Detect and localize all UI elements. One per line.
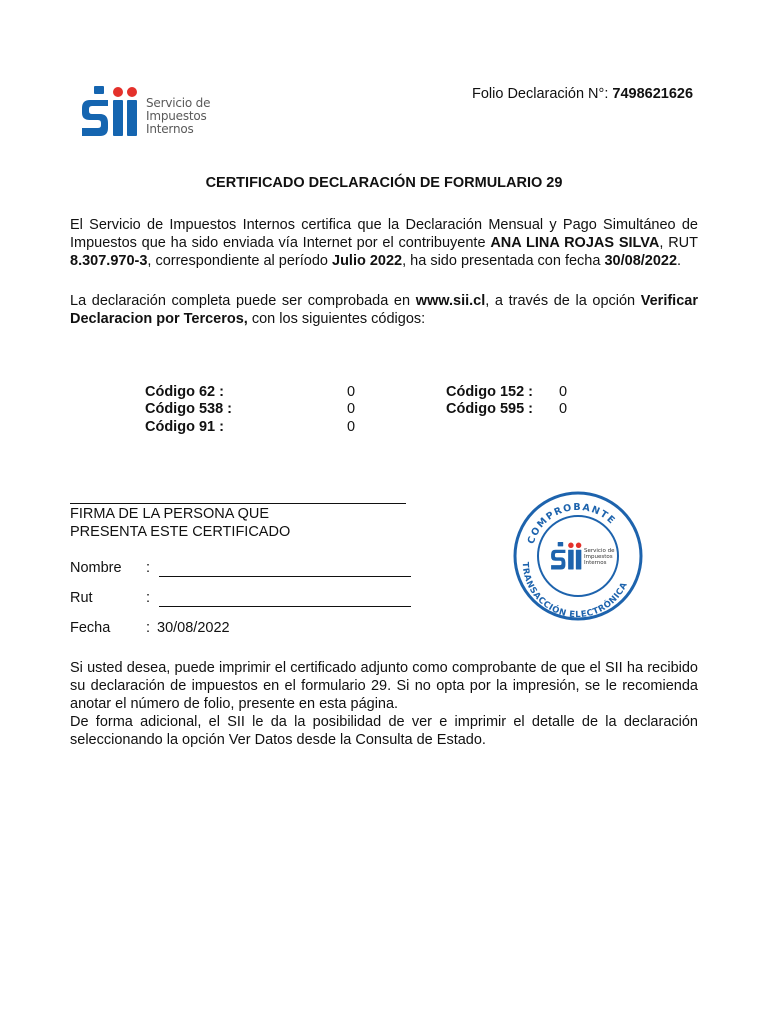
field-label-rut: Rut [70,590,93,606]
svg-text:TRANSACCIÓN ELECTRÓNICA [520,562,630,620]
fecha-value: 30/08/2022 [157,620,230,636]
intro-text-2: , RUT [659,235,698,251]
field-colon: : [146,590,151,606]
verify-option: Verificar Declaracion por Terceros, [70,293,698,327]
code-value: 0 [559,401,568,417]
intro-text-3: , correspondiente al período [147,253,332,269]
folio-label: Folio Declaración N°: [472,86,613,102]
taxpayer-rut: 8.307.970-3 [70,253,148,269]
intro-text-4: , ha sido presentada con fecha [402,253,605,269]
declaration-period: Julio 2022 [332,253,403,269]
sii-website: www.sii.cl [415,293,486,309]
field-label-fecha: Fecha [70,620,111,636]
code-label: Código 595 : [446,401,534,417]
field-label-nombre: Nombre [70,560,122,576]
field-colon: : [146,620,151,636]
logo-line-2: Impuestos [146,109,207,123]
closing-paragraphs [70,659,698,749]
svg-text:COMPROBANTE [526,502,618,546]
nombre-blank-line [159,562,411,577]
intro-text-1: El Servicio de Impuestos Internos certifica que la Declaración Mensual y Pago Simultáneo de Impuestos que ha sido enviada vía Internet por el contribuyente [70,217,698,251]
signature-caption-line-2: PRESENTA ESTE CERTIFICADO [70,524,291,540]
signature-caption-line-1: FIRMA DE LA PERSONA QUE [70,506,270,522]
verify-text-3: con los siguientes códigos: [247,311,426,327]
stamp-top-text: COMPROBANTE [525,501,618,546]
verify-text-2: , a través de la opción [485,293,641,309]
signature-caption [70,505,290,541]
sii-logo [80,86,220,140]
sii-logo-icon [80,86,144,140]
stamp-sii-icon [551,542,581,570]
document-title: CERTIFICADO DECLARACIÓN DE FORMULARIO 29 [205,175,563,191]
stamp-inner-line-2: Impuestos [584,554,613,560]
stamp-inner-line-1: Servicio de [584,548,615,554]
code-value: 0 [347,401,356,417]
declaration-date: 30/08/2022 [604,253,678,269]
code-value: 0 [559,384,568,400]
code-label: Código 91 : [145,419,224,435]
verify-paragraph [70,292,698,328]
code-label: Código 538 : [145,401,233,417]
logo-line-3: Internos [146,122,194,136]
verify-text-1: La declaración completa puede ser comprobada en [70,293,416,309]
stamp-seal-icon [512,490,644,622]
stamp-bottom-text: TRANSACCIÓN ELECTRÓNICA [519,561,630,621]
taxpayer-name: ANA LINA ROJAS SILVA [490,235,660,251]
rut-blank-line [159,592,411,607]
comprobante-stamp [512,490,644,622]
folio-number: 7498621626 [612,86,694,102]
stamp-inner-line-3: Internos [584,560,607,566]
field-colon: : [146,560,151,576]
closing-paragraph-2: De forma adicional, el SII le da la posibilidad de ver e imprimir el detalle de la declaración seleccionando la opción Ver Datos desde la Consulta de Estado. [70,714,698,748]
intro-paragraph [70,216,698,270]
code-label: Código 62 : [145,384,224,400]
intro-text-5: . [677,253,682,269]
folio-declaracion [472,86,693,102]
signature-line [70,493,406,504]
closing-paragraph-1: Si usted desea, puede imprimir el certificado adjunto como comprobante de que el SII ha recibido su declaración de impuestos en el formulario 29. Si no opta por la impresión, se le recomienda anotar el número de folio, presente en esta página. [70,660,698,712]
logo-line-1: Servicio de [146,96,211,110]
code-label: Código 152 : [446,384,534,400]
code-value: 0 [347,384,356,400]
code-value: 0 [347,419,356,435]
logo-text [146,97,210,136]
